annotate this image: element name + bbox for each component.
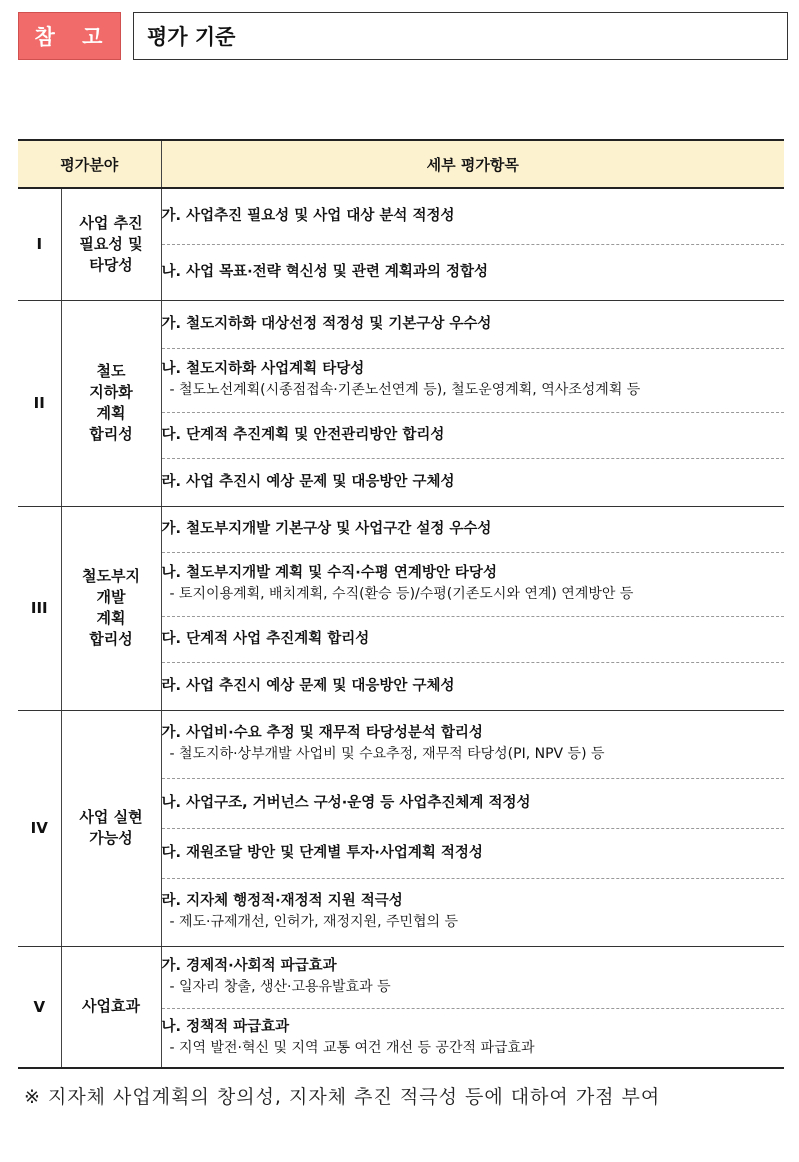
- header-detail-items: 세부 평가항목: [161, 140, 784, 188]
- item-title: 다. 단계적 사업 추진계획 합리성: [161, 630, 370, 647]
- item-detail: - 철도노선계획(시종점접속·기존노선연계 등), 철도운영계획, 역사조성계획 등: [169, 382, 641, 398]
- evaluation-item: [161, 412, 784, 458]
- page-title: 평가 기준: [133, 12, 788, 60]
- item-detail: - 토지이용계획, 배치계획, 수직(환승 등)/수평(기존도시와 연계) 연계방안 등: [169, 586, 634, 602]
- item-detail: - 일자리 창출, 생산·고용유발효과 등: [169, 979, 391, 995]
- header-evaluation-area: 평가분야: [18, 140, 161, 188]
- evaluation-table: [18, 139, 784, 1069]
- evaluation-area: 철도부지 개발 계획 합리성: [61, 506, 161, 710]
- evaluation-item: [161, 946, 784, 1008]
- item-title: 나. 사업 목표·전략 혁신성 및 관련 계획과의 정합성: [161, 263, 488, 280]
- evaluation-item: [161, 506, 784, 552]
- evaluation-item: [161, 828, 784, 878]
- item-title: 가. 사업추진 필요성 및 사업 대상 분석 적정성: [161, 207, 455, 224]
- item-title: 다. 재원조달 방안 및 단계별 투자·사업계획 적정성: [161, 844, 483, 861]
- item-title: 가. 사업비·수요 추정 및 재무적 타당성분석 합리성: [161, 725, 483, 741]
- table-row: [18, 946, 784, 1008]
- item-detail: - 철도지하·상부개발 사업비 및 수요추정, 재무적 타당성(PI, NPV 등) 등: [169, 746, 605, 762]
- item-title: 가. 경제적·사회적 파급효과: [161, 958, 337, 974]
- item-title: 가. 철도부지개발 기본구상 및 사업구간 설정 우수성: [161, 520, 492, 537]
- group-number: II: [18, 300, 61, 506]
- item-title: 가. 철도지하화 대상선정 적정성 및 기본구상 우수성: [161, 315, 492, 332]
- evaluation-item: [161, 878, 784, 946]
- evaluation-item: [161, 300, 784, 348]
- evaluation-item: [161, 244, 784, 300]
- item-title: 나. 철도부지개발 계획 및 수직·수평 연계방안 타당성: [161, 565, 497, 581]
- group-number: III: [18, 506, 61, 710]
- item-title: 다. 단계적 추진계획 및 안전관리방안 합리성: [161, 426, 445, 443]
- table-row: [18, 300, 784, 348]
- evaluation-item: [161, 616, 784, 662]
- evaluation-area: 사업 추진 필요성 및 타당성: [61, 188, 161, 300]
- reference-tag: 참 고: [18, 12, 121, 60]
- item-detail: - 제도·규제개선, 인허가, 재정지원, 주민협의 등: [169, 914, 459, 930]
- evaluation-item: [161, 710, 784, 778]
- item-detail: - 지역 발전·혁신 및 지역 교통 여건 개선 등 공간적 파급효과: [169, 1039, 535, 1056]
- header: [18, 12, 788, 60]
- evaluation-item: [161, 552, 784, 616]
- item-title: 나. 사업구조, 거버넌스 구성·운영 등 사업추진체계 적정성: [161, 794, 531, 811]
- item-title: 라. 사업 추진시 예상 문제 및 대응방안 구체성: [161, 677, 455, 694]
- evaluation-item: [161, 348, 784, 412]
- group-number: I: [18, 188, 61, 300]
- evaluation-item: [161, 188, 784, 244]
- evaluation-item: [161, 778, 784, 828]
- item-title: 라. 지자체 행정적·재정적 지원 적극성: [161, 893, 403, 909]
- item-title: 라. 사업 추진시 예상 문제 및 대응방안 구체성: [161, 473, 455, 490]
- evaluation-item: [161, 1008, 784, 1068]
- table-row: [18, 188, 784, 244]
- group-number: IV: [18, 710, 61, 946]
- table-header-row: [18, 140, 784, 188]
- item-title: 나. 정책적 파급효과: [161, 1018, 290, 1035]
- table-row: [18, 506, 784, 552]
- table-row: [18, 710, 784, 778]
- evaluation-area: 사업효과: [61, 946, 161, 1068]
- evaluation-item: [161, 662, 784, 710]
- evaluation-area: 철도 지하화 계획 합리성: [61, 300, 161, 506]
- bonus-note: ※ 지자체 사업계획의 창의성, 지자체 추진 적극성 등에 대하여 가점 부여: [24, 1086, 661, 1108]
- item-title: 나. 철도지하화 사업계획 타당성: [161, 361, 365, 377]
- table-body: [18, 188, 784, 1068]
- group-number: V: [18, 946, 61, 1068]
- evaluation-area: 사업 실현 가능성: [61, 710, 161, 946]
- evaluation-item: [161, 458, 784, 506]
